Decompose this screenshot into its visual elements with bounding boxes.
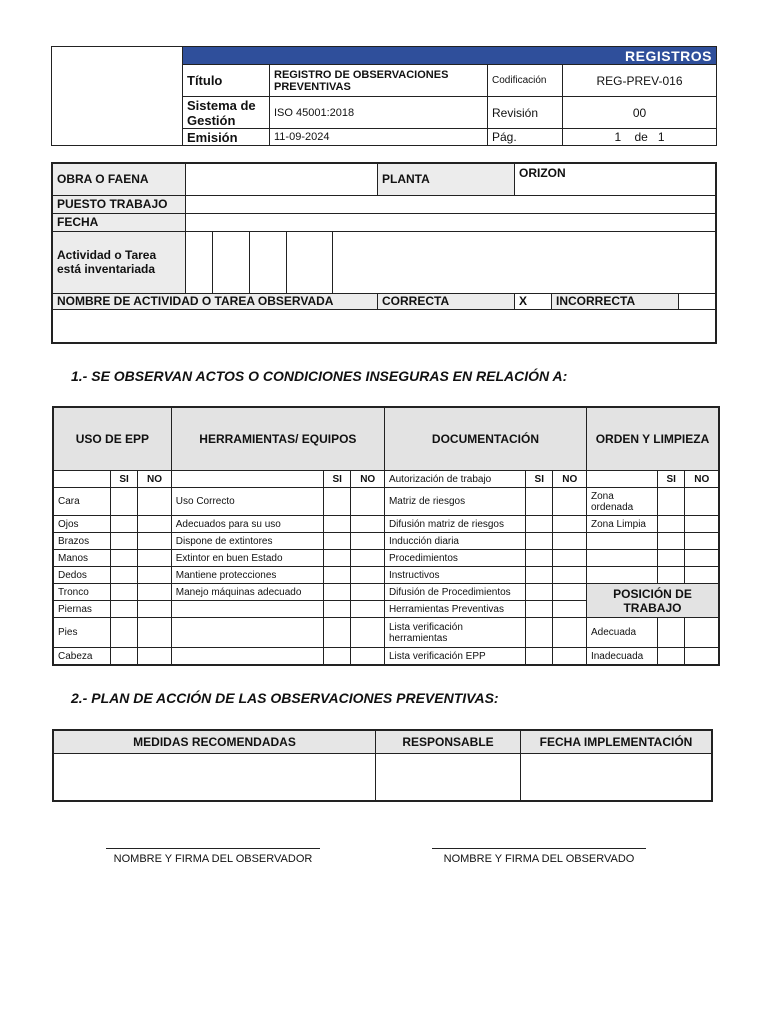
orden-header: ORDEN Y LIMPIEZA (586, 407, 719, 471)
sistema-value: ISO 45001:2018 (270, 97, 488, 129)
nombre-actividad-label: NOMBRE DE ACTIVIDAD O TAREA OBSERVADA (52, 293, 378, 309)
si-header: SI (324, 471, 351, 488)
check-cell[interactable] (526, 601, 553, 618)
responsable-input[interactable] (376, 754, 521, 802)
actividad-box[interactable] (186, 231, 213, 293)
actividad-box[interactable] (250, 231, 287, 293)
check-cell[interactable] (110, 618, 137, 648)
correcta-label: CORRECTA (378, 293, 515, 309)
codificacion-label: Codificación (488, 65, 563, 97)
check-cell[interactable] (110, 488, 137, 516)
epp-item: Dedos (53, 567, 110, 584)
check-cell[interactable] (351, 584, 385, 601)
epp-item: Tronco (53, 584, 110, 601)
check-cell[interactable] (110, 601, 137, 618)
check-cell[interactable] (658, 648, 685, 666)
no-header: NO (351, 471, 385, 488)
check-cell[interactable] (553, 516, 587, 533)
herr-header: HERRAMIENTAS/ EQUIPOS (171, 407, 384, 471)
doc-item: Herramientas Preventivas (384, 601, 525, 618)
correcta-mark[interactable]: X (515, 293, 552, 309)
check-cell[interactable] (138, 488, 172, 516)
check-cell[interactable] (138, 567, 172, 584)
check-cell[interactable] (110, 516, 137, 533)
orden-item (586, 567, 657, 584)
check-cell[interactable] (324, 567, 351, 584)
check-cell[interactable] (685, 550, 719, 567)
actividad-detail[interactable] (333, 231, 717, 293)
check-cell[interactable] (526, 648, 553, 666)
obra-input[interactable] (186, 163, 378, 195)
check-cell[interactable] (110, 567, 137, 584)
check-cell[interactable] (324, 648, 351, 666)
fecha-implementacion-header: FECHA IMPLEMENTACIÓN (521, 730, 713, 754)
epp-item: Piernas (53, 601, 110, 618)
check-cell[interactable] (351, 601, 385, 618)
check-cell[interactable] (658, 516, 685, 533)
nombre-actividad-input[interactable] (52, 309, 716, 343)
logo-area (52, 47, 183, 146)
check-cell[interactable] (324, 533, 351, 550)
section1-title: 1.- SE OBSERVAN ACTOS O CONDICIONES INSEGURAS EN RELACIÓN A: (71, 368, 568, 384)
epp-item: Cara (53, 488, 110, 516)
check-cell[interactable] (685, 648, 719, 666)
puesto-input[interactable] (186, 195, 717, 213)
check-cell[interactable] (138, 533, 172, 550)
medidas-header: MEDIDAS RECOMENDADAS (53, 730, 376, 754)
doc-item: Lista verificación herramientas (384, 618, 525, 648)
observations-table (52, 406, 720, 666)
check-cell[interactable] (526, 567, 553, 584)
check-cell[interactable] (526, 584, 553, 601)
info-table (51, 162, 717, 344)
check-cell[interactable] (553, 533, 587, 550)
doc-item: Matriz de riesgos (384, 488, 525, 516)
orden-item (586, 533, 657, 550)
sistema-label: Sistema de Gestión (183, 97, 270, 129)
herr-item: Adecuados para su uso (171, 516, 323, 533)
titulo-label: Título (183, 65, 270, 97)
fecha-label: FECHA (52, 213, 186, 231)
check-cell[interactable] (324, 550, 351, 567)
doc-item: Difusión matriz de riesgos (384, 516, 525, 533)
codificacion-value: REG-PREV-016 (563, 65, 717, 97)
medidas-input[interactable] (53, 754, 376, 802)
check-cell[interactable] (351, 618, 385, 648)
check-cell[interactable] (324, 618, 351, 648)
doc-item: Difusión de Procedimientos (384, 584, 525, 601)
check-cell[interactable] (110, 648, 137, 666)
posicion-item: Adecuada (586, 618, 657, 648)
signature-observado: NOMBRE Y FIRMA DEL OBSERVADO (432, 848, 646, 865)
check-cell[interactable] (138, 648, 172, 666)
herr-item (171, 601, 323, 618)
check-cell[interactable] (351, 533, 385, 550)
check-cell[interactable] (658, 550, 685, 567)
check-cell[interactable] (110, 584, 137, 601)
document-header (51, 46, 717, 146)
check-cell[interactable] (553, 584, 587, 601)
emision-value: 11-09-2024 (270, 129, 488, 146)
emision-label: Emisión (183, 129, 270, 146)
registros-banner: REGISTROS (183, 47, 717, 65)
check-cell[interactable] (351, 488, 385, 516)
herr-item: Extintor en buen Estado (171, 550, 323, 567)
herr-item: Mantiene protecciones (171, 567, 323, 584)
pag-value: 1 de 1 (563, 129, 717, 146)
check-cell[interactable] (658, 618, 685, 648)
section2-title: 2.- PLAN DE ACCIÓN DE LAS OBSERVACIONES PREVENTIVAS: (71, 690, 499, 706)
check-cell[interactable] (658, 567, 685, 584)
check-cell[interactable] (658, 533, 685, 550)
fecha-input[interactable] (186, 213, 717, 231)
titulo-value: REGISTRO DE OBSERVACIONES PREVENTIVAS (270, 65, 488, 97)
check-cell[interactable] (138, 618, 172, 648)
doc-item: Autorización de trabajo (384, 471, 525, 488)
check-cell[interactable] (351, 648, 385, 666)
pag-label: Pág. (488, 129, 563, 146)
check-cell[interactable] (351, 550, 385, 567)
check-cell[interactable] (685, 618, 719, 648)
incorrecta-mark[interactable] (679, 293, 717, 309)
check-cell[interactable] (324, 601, 351, 618)
check-cell[interactable] (685, 567, 719, 584)
epp-header: USO DE EPP (53, 407, 171, 471)
check-cell[interactable] (351, 567, 385, 584)
no-header: NO (553, 471, 587, 488)
epp-item: Manos (53, 550, 110, 567)
check-cell[interactable] (324, 516, 351, 533)
check-cell[interactable] (553, 567, 587, 584)
doc-item: Procedimientos (384, 550, 525, 567)
revision-label: Revisión (488, 97, 563, 129)
check-cell[interactable] (526, 488, 553, 516)
doc-header: DOCUMENTACIÓN (384, 407, 586, 471)
si-header: SI (658, 471, 685, 488)
incorrecta-label: INCORRECTA (552, 293, 679, 309)
orden-item: Zona ordenada (586, 488, 657, 516)
doc-item: Instructivos (384, 567, 525, 584)
planta-value: ORIZON (515, 163, 717, 195)
check-cell[interactable] (138, 601, 172, 618)
check-cell[interactable] (553, 550, 587, 567)
posicion-header: POSICIÓN DE TRABAJO (586, 584, 719, 618)
herr-item: Dispone de extintores (171, 533, 323, 550)
check-cell[interactable] (324, 488, 351, 516)
epp-item: Pies (53, 618, 110, 648)
si-header: SI (526, 471, 553, 488)
check-cell[interactable] (138, 516, 172, 533)
obra-label: OBRA O FAENA (52, 163, 186, 195)
puesto-label: PUESTO TRABAJO (52, 195, 186, 213)
si-header: SI (110, 471, 137, 488)
doc-item: Lista verificación EPP (384, 648, 525, 666)
no-header: NO (685, 471, 719, 488)
actividad-box[interactable] (287, 231, 333, 293)
check-cell[interactable] (138, 550, 172, 567)
check-cell[interactable] (138, 584, 172, 601)
herr-item: Uso Correcto (171, 488, 323, 516)
check-cell[interactable] (685, 488, 719, 516)
actividad-label: Actividad o Tarea está inventariada (52, 231, 186, 293)
doc-item: Inducción diaria (384, 533, 525, 550)
check-cell[interactable] (110, 550, 137, 567)
fecha-implementacion-input[interactable] (521, 754, 713, 802)
check-cell[interactable] (553, 488, 587, 516)
signature-observador: NOMBRE Y FIRMA DEL OBSERVADOR (106, 848, 320, 865)
orden-item: Zona Limpia (586, 516, 657, 533)
check-cell[interactable] (324, 584, 351, 601)
responsable-header: RESPONSABLE (376, 730, 521, 754)
check-cell[interactable] (526, 618, 553, 648)
check-cell[interactable] (553, 648, 587, 666)
epp-item: Cabeza (53, 648, 110, 666)
revision-value: 00 (563, 97, 717, 129)
herr-item (171, 648, 323, 666)
plan-table (52, 729, 713, 802)
check-cell[interactable] (553, 618, 587, 648)
no-header: NO (138, 471, 172, 488)
epp-item: Ojos (53, 516, 110, 533)
check-cell[interactable] (685, 533, 719, 550)
actividad-box[interactable] (213, 231, 250, 293)
check-cell[interactable] (110, 533, 137, 550)
herr-item (171, 618, 323, 648)
check-cell[interactable] (526, 516, 553, 533)
epp-item: Brazos (53, 533, 110, 550)
check-cell[interactable] (526, 533, 553, 550)
herr-item: Manejo máquinas adecuado (171, 584, 323, 601)
planta-label: PLANTA (378, 163, 515, 195)
check-cell[interactable] (658, 488, 685, 516)
check-cell[interactable] (526, 550, 553, 567)
orden-item (586, 550, 657, 567)
posicion-item: Inadecuada (586, 648, 657, 666)
check-cell[interactable] (351, 516, 385, 533)
check-cell[interactable] (553, 601, 587, 618)
check-cell[interactable] (685, 516, 719, 533)
